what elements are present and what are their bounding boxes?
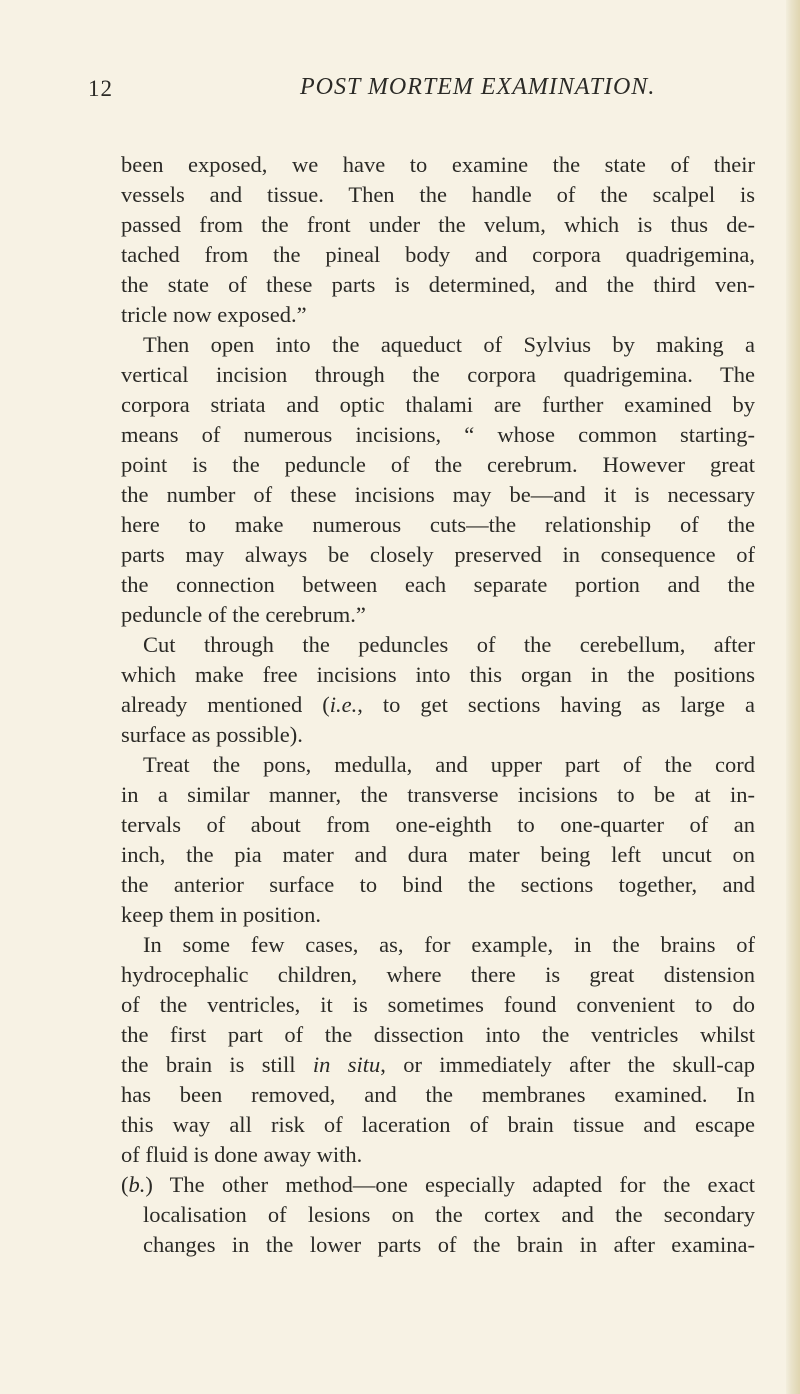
text-run: ) The other method—one especially adapted for the exact <box>145 1172 755 1197</box>
text-line: keep them in position. <box>121 902 321 927</box>
text-line: Cut through the peduncles of the cerebellum, after <box>143 632 755 657</box>
page-header <box>0 58 800 101</box>
page-number: 12 <box>88 76 113 101</box>
text-run: the brain is still <box>121 1052 313 1077</box>
section-label: b. <box>128 1172 146 1197</box>
text-line: the state of these parts is determined, and the third ven- <box>121 272 755 297</box>
page-edge-shadow <box>786 0 800 1394</box>
text-line: vertical incision through the corpora quadrigemina. The <box>121 362 755 387</box>
text-line: the connection between each separate portion and the <box>121 572 755 597</box>
text-line: been exposed, we have to examine the state of their <box>121 152 755 177</box>
text-line: In some few cases, as, for example, in the brains of <box>143 932 755 957</box>
text-line: changes in the lower parts of the brain in after examina- <box>143 1232 755 1257</box>
text-line: of the ventricles, it is sometimes found convenient to do <box>121 992 755 1017</box>
text-line: inch, the pia mater and dura mater being left uncut on <box>121 842 755 867</box>
text-line: corpora striata and optic thalami are further examined by <box>121 392 755 417</box>
text-line: surface as possible). <box>121 722 303 747</box>
text-line: localisation of lesions on the cortex and the secondary <box>143 1202 755 1227</box>
text-line: Then open into the aqueduct of Sylvius by making a <box>143 332 755 357</box>
text-line: hydrocephalic children, where there is great distension <box>121 962 755 987</box>
text-line: peduncle of the cerebrum.” <box>121 602 366 627</box>
text-line <box>121 690 755 720</box>
text-run: already mentioned ( <box>121 692 330 717</box>
text-line: tricle now exposed.” <box>121 302 307 327</box>
text-line: point is the peduncle of the cerebrum. However great <box>121 452 755 477</box>
text-line <box>121 1050 755 1080</box>
italic-abbrev: i.e. <box>329 692 358 717</box>
text-line: the first part of the dissection into the ventricles whilst <box>121 1022 755 1047</box>
text-run: ( <box>121 1172 129 1197</box>
text-line: tervals of about from one-eighth to one-quarter of an <box>121 812 755 837</box>
text-line: means of numerous incisions, “ whose common starting- <box>121 422 755 447</box>
text-line: in a similar manner, the transverse incisions to be at in- <box>121 782 755 807</box>
text-line: of fluid is done away with. <box>121 1142 363 1167</box>
text-run: , to get sections having as large a <box>357 692 755 717</box>
text-line: the number of these incisions may be—and it is necessary <box>121 482 755 507</box>
text-line: the anterior surface to bind the sections together, and <box>121 872 755 897</box>
text-line: vessels and tissue. Then the handle of the scalpel is <box>121 182 755 207</box>
text-line: which make free incisions into this organ in the positions <box>121 662 755 687</box>
text-line: parts may always be closely preserved in consequence of <box>121 542 755 567</box>
text-line: has been removed, and the membranes examined. In <box>121 1082 755 1107</box>
text-line: tached from the pineal body and corpora quadrigemina, <box>121 242 755 267</box>
text-line: this way all risk of laceration of brain tissue and escape <box>121 1112 755 1137</box>
running-title: POST MORTEM EXAMINATION. <box>300 74 656 100</box>
text-run: , or immediately after the skull-cap <box>380 1052 755 1077</box>
text-line: passed from the front under the velum, which is thus de- <box>121 212 755 237</box>
text-line <box>121 1170 755 1200</box>
text-line: here to make numerous cuts—the relationship of the <box>121 512 755 537</box>
italic-phrase: in situ <box>312 1052 381 1077</box>
text-line: Treat the pons, medulla, and upper part of the cord <box>143 752 755 777</box>
